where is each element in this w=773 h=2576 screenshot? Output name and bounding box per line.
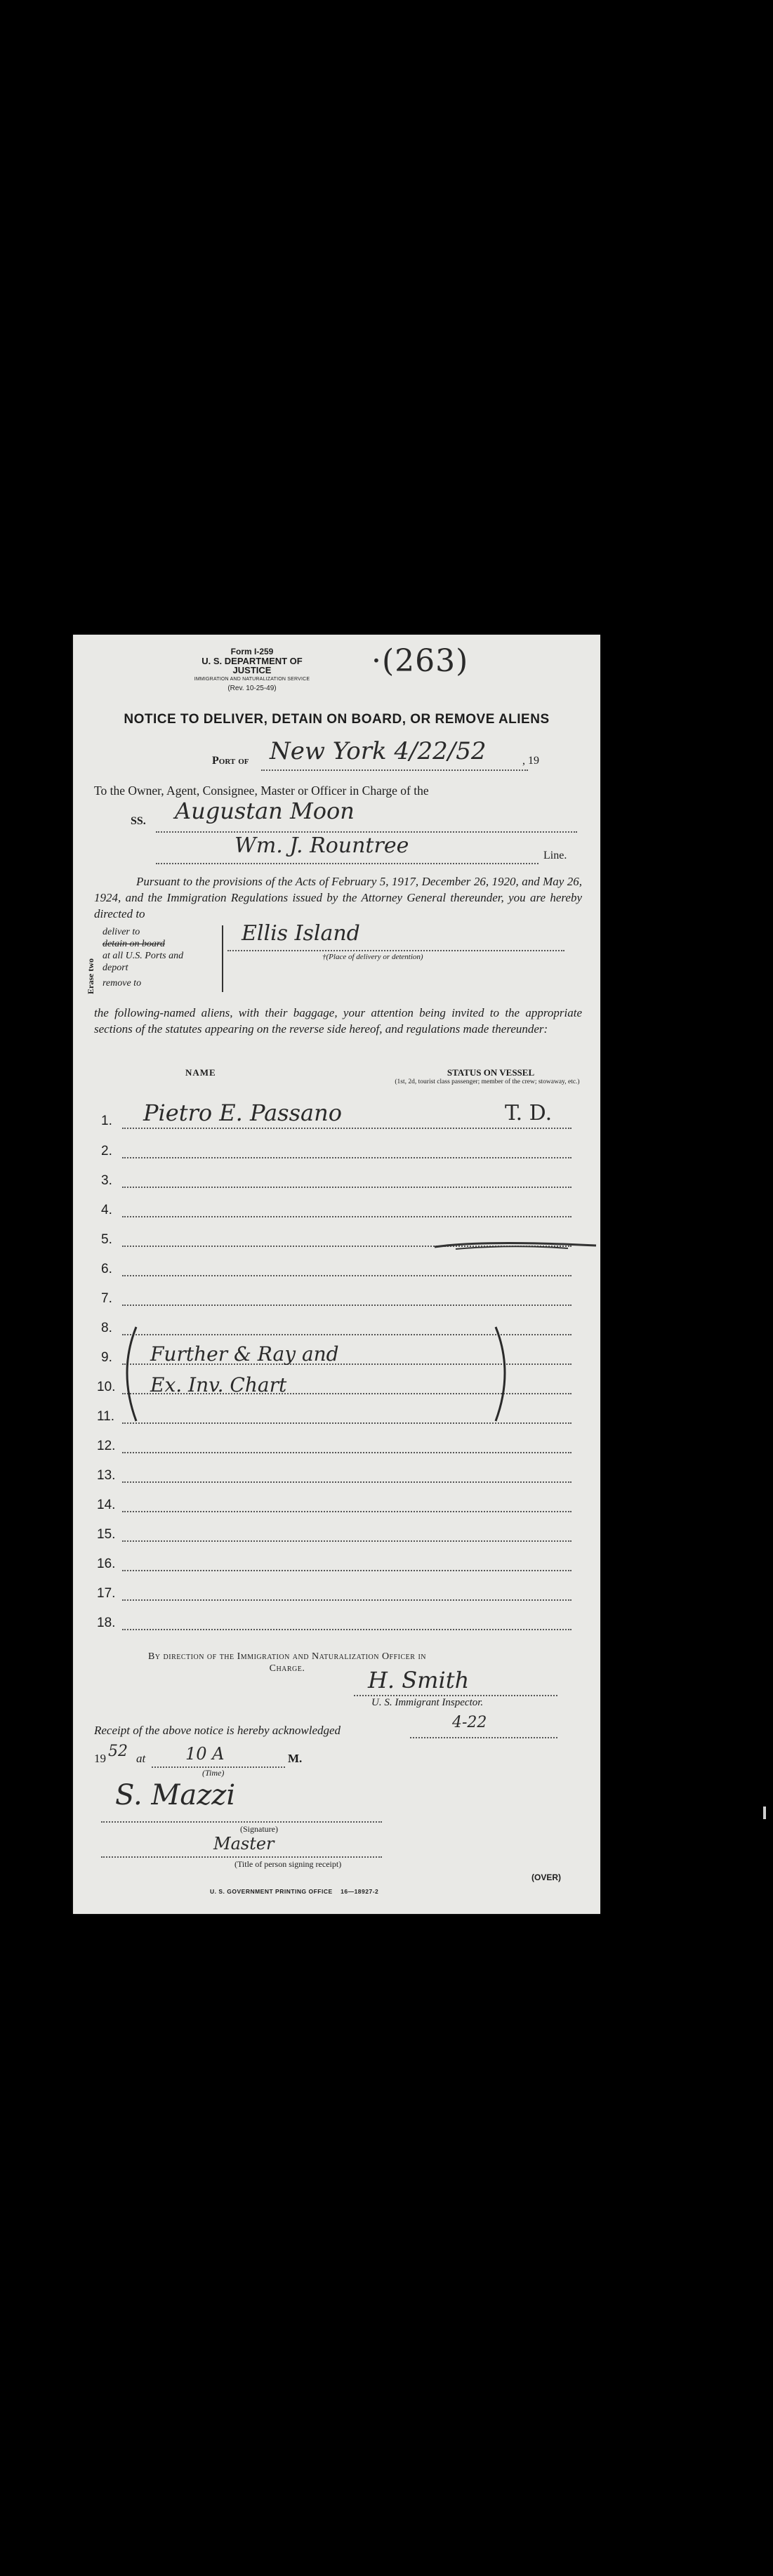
name-column-header: NAME bbox=[185, 1067, 216, 1078]
vessel-line bbox=[156, 831, 577, 833]
form-header bbox=[185, 647, 319, 693]
following-text: the following-named aliens, with their baggage, your attention being invited to the appropriate sections of the statutes appearing on the reverse side hereof, and regulations made thereunder: bbox=[94, 1006, 582, 1036]
form-number: Form I-259 bbox=[230, 647, 274, 656]
receipt-text: Receipt of the above notice is hereby acknowledged bbox=[94, 1724, 341, 1737]
status-column-header: STATUS ON VESSEL bbox=[447, 1067, 535, 1078]
option-deliver: deliver to bbox=[103, 927, 140, 937]
receipt-date: 4-22 bbox=[452, 1714, 487, 1731]
bracket-note-line2: Ex. Inv. Chart bbox=[150, 1373, 287, 1396]
port-line bbox=[261, 770, 528, 771]
line-label: Line. bbox=[543, 850, 567, 861]
erase-two-label-wrap bbox=[84, 930, 98, 996]
over-label: (OVER) bbox=[531, 1872, 561, 1882]
revision-date: (Rev. 10-25-49) bbox=[227, 685, 277, 692]
year-value: 52 bbox=[108, 1743, 128, 1760]
at-label: at bbox=[136, 1752, 146, 1765]
inspector-title: U. S. Immigrant Inspector. bbox=[371, 1697, 484, 1708]
direction-text: By direction of the Immigration and Naturalization Officer in Charge. bbox=[147, 1651, 427, 1674]
pursuant-text: Pursuant to the provisions of the Acts of February 5, 1917, December 26, 1920, and May 26, 1924, and the Immigration Regulations issued by the Attorney General thereunder, you are hereby directed to bbox=[94, 875, 582, 920]
scan-speck bbox=[763, 1806, 766, 1819]
inspector-signature: H. Smith bbox=[368, 1667, 470, 1693]
strike-mark bbox=[428, 1237, 603, 1254]
option-remove: remove to bbox=[103, 978, 142, 989]
port-year-prefix: , 19 bbox=[522, 755, 539, 767]
vessel-label: SS. bbox=[131, 815, 146, 827]
form-i259-document: Form I-259 U. S. DEPARTMENT OF JUSTICE IMMIGRATION AND NATURALIZATION SERVICE (Rev. 10-25-49) ·(263) NOTICE TO DELIVER, DETAIN ON BOARD, OR REMOVE ALIENS Port of New York 4/22/52 , 19 To the Owner, Agent, Consignee, Master or Officer in Charge of the SS. Augustan Moon Wm. J. Rountree Line. Pursuant to the provisions of the Acts of February 5, 1917, December 26, 1920, and May 26, 1924, and the Immigration Regulations issued by the Attorney General thereunder, you are hereby directed to Erase two deliver to detain on board at all U.S. Ports and deport remove to Ellis Island †(Place of delivery or detention) the following-named aliens, with their baggage, your attention being invited to the appropriate sections of the statutes appearing on the reverse side hereof, and regulations made thereunder: NAME STATUS ON VESSEL (1st, 2d, tourist class passenger; member of the crew; stowaway, etc.) 1. Pietro E. Passano T. D. 2. 3. 4. 5. 6. 7. 8. 9. 10. 11. 12. 13. 14. 15. 16. 17. 18. Further & Ray and Ex. Inv. Chart By direction of the Immigration and Naturalization Officer in Charge. H. Smith U. S. Immigrant Inspector. Receipt of the above notice is hereby acknowledged 4-22 19 52 at 10 A M. (Time) S. Mazzi (Signature) Master (Title of person signing receipt) U. S. GOVERNMENT PRINTING OFFICE 16—18927-2 (OVER) bbox=[73, 635, 600, 1914]
m-label: M. bbox=[288, 1752, 303, 1765]
options-block bbox=[103, 926, 222, 989]
stamp-number: ·(263) bbox=[371, 643, 469, 679]
alien-name-cell: Pietro E. Passano bbox=[143, 1099, 342, 1126]
receipt-signature: S. Mazzi bbox=[115, 1779, 236, 1811]
to-owner-text: To the Owner, Agent, Consignee, Master or Officer in Charge of the bbox=[94, 784, 429, 798]
option-detain: detain on board bbox=[103, 939, 165, 949]
inspector-line bbox=[354, 1695, 557, 1696]
option-deport: deport bbox=[103, 963, 128, 973]
form-title: NOTICE TO DELIVER, DETAIN ON BOARD, OR REMOVE ALIENS bbox=[124, 712, 550, 727]
place-line bbox=[227, 950, 564, 951]
status-column-subheader: (1st, 2d, tourist class passenger; member of the crew; stowaway, etc.) bbox=[395, 1078, 580, 1085]
department-name: U. S. DEPARTMENT OF JUSTICE bbox=[201, 656, 303, 675]
title-person-value: Master bbox=[213, 1834, 275, 1854]
alien-status-cell: T. D. bbox=[505, 1101, 553, 1125]
options-bracket bbox=[222, 925, 223, 992]
vessel-name: Augustan Moon bbox=[175, 798, 355, 824]
port-value: New York 4/22/52 bbox=[270, 737, 487, 765]
year-prefix: 19 bbox=[94, 1752, 106, 1765]
signature-label: (Signature) bbox=[240, 1824, 278, 1834]
service-name: IMMIGRATION AND NATURALIZATION SERVICE bbox=[194, 677, 310, 682]
place-caption: †(Place of delivery or detention) bbox=[322, 953, 423, 961]
vessel-line-name: Wm. J. Rountree bbox=[234, 833, 409, 858]
bracket-note-line1: Further & Ray and bbox=[150, 1342, 339, 1366]
time-value: 10 A bbox=[185, 1744, 225, 1764]
title-person-label: (Title of person signing receipt) bbox=[234, 1859, 342, 1869]
printer-line: U. S. GOVERNMENT PRINTING OFFICE 16—18927-2 bbox=[210, 1888, 379, 1895]
erase-two-label: Erase two bbox=[86, 958, 95, 994]
line-name-underline bbox=[156, 863, 539, 864]
port-label: Port of bbox=[212, 755, 249, 767]
time-label: (Time) bbox=[202, 1768, 225, 1778]
place-value: Ellis Island bbox=[242, 921, 360, 946]
option-ports: at all U.S. Ports and bbox=[103, 951, 184, 961]
